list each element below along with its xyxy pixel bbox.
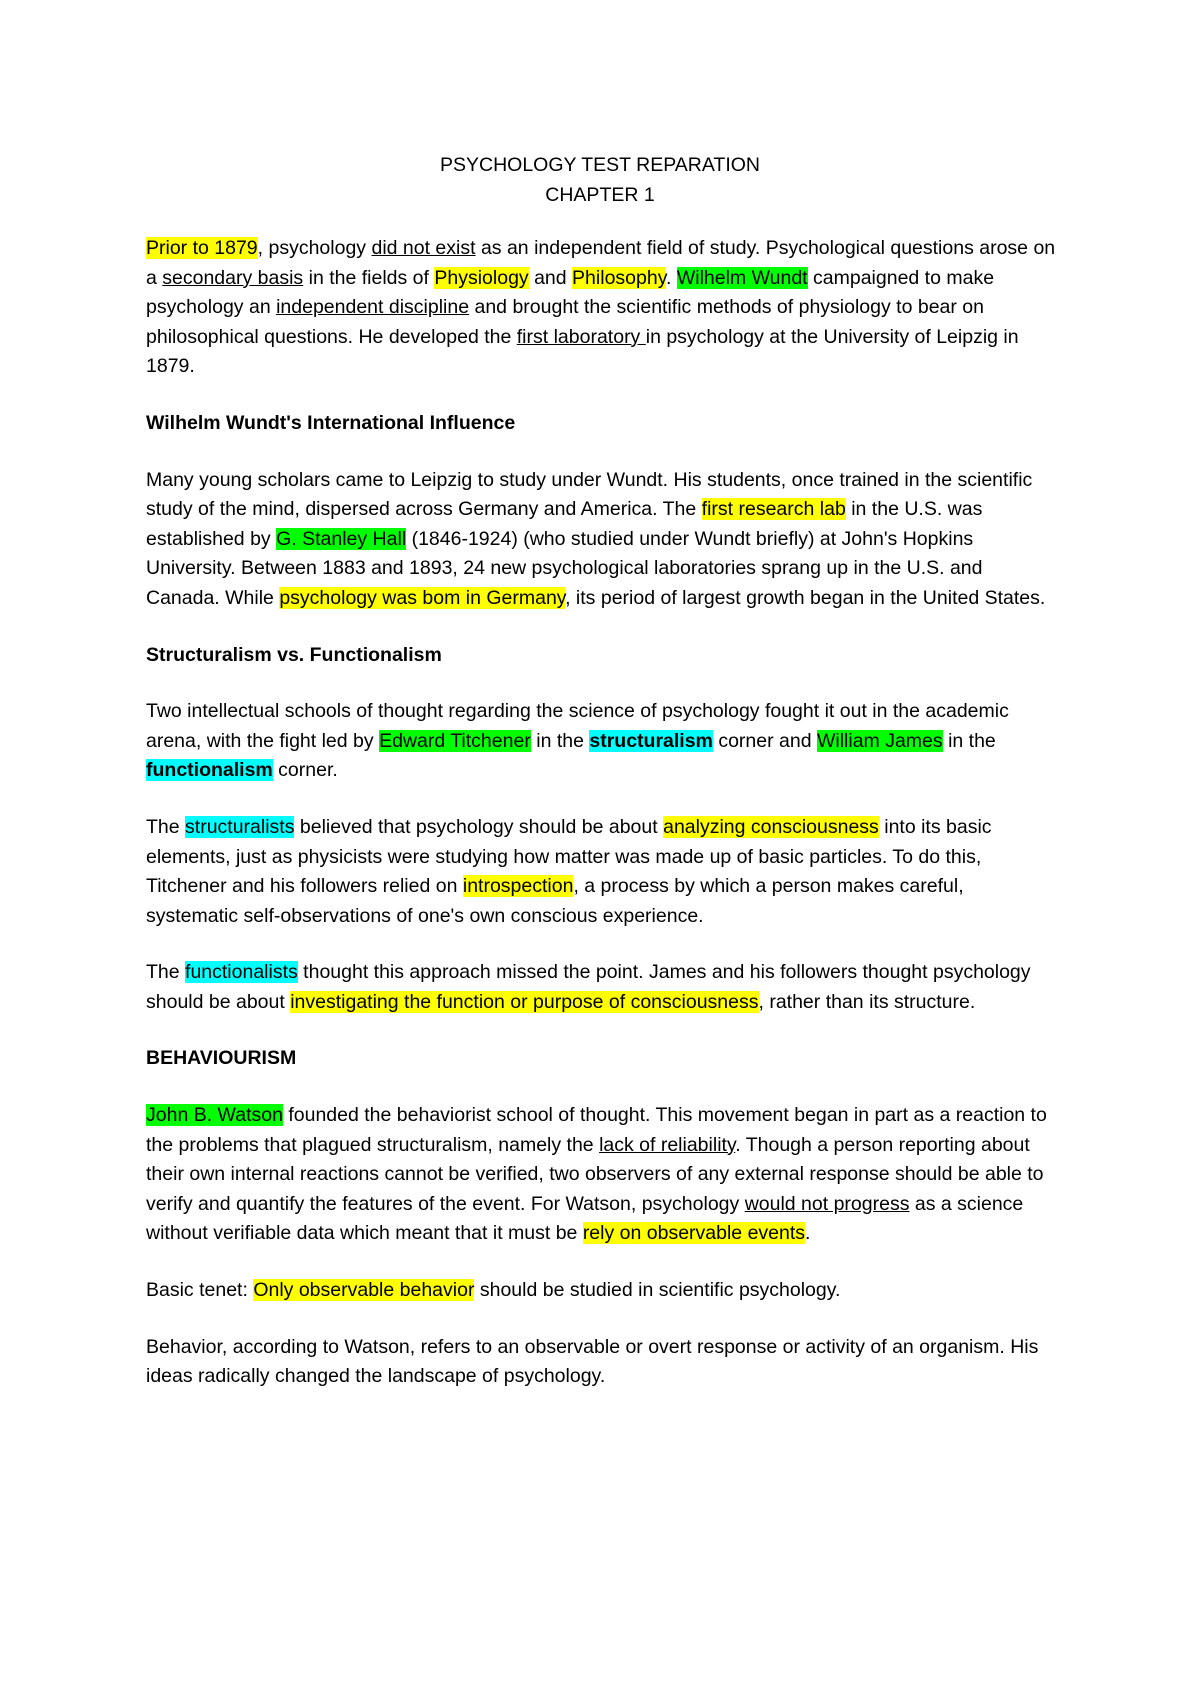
text-run: believed that psychology should be about (294, 815, 664, 838)
text-run: , psychology (257, 237, 372, 259)
text-run: thought this approach missed the point. James and his followers thought psychology should be about (146, 961, 1031, 1013)
text-run: Many young scholars came to Leipzig to study under Wundt. His students, once trained in the scientific study of the mind, dispersed across Germany and America. The (146, 468, 1033, 521)
underlined-text: secondary basis (162, 266, 304, 289)
text-run: The (146, 961, 186, 984)
text-run: . (666, 266, 677, 289)
intro-paragraph (146, 234, 1056, 382)
text-run: as an independent field of study. Psychological questions arose on a (146, 237, 1056, 289)
watson-paragraph (146, 1101, 1056, 1249)
document-body (146, 234, 1056, 1419)
text-run: in the U.S. was established by (146, 498, 983, 550)
wundt-paragraph (146, 466, 1056, 614)
text-run: (1846-1924) (who studied under Wundt briefly) at John's Hopkins University. Between 1883 and 1893, 24 new psychological laboratories sprang up in the U.S. and Canada. While (146, 527, 983, 609)
chapter-heading: CHAPTER 1 (545, 184, 655, 206)
highlight-green: Edward Titchener (379, 729, 531, 752)
title-block (146, 150, 1054, 210)
underlined-text: did not exist (371, 237, 476, 259)
highlight-green: John B. Watson (146, 1104, 283, 1127)
section-heading-behaviourism: BEHAVIOURISM (146, 1047, 297, 1070)
text-run: Two intellectual schools of thought regarding the science of psychology fought it out in the academic arena, with the fight led by (146, 700, 1009, 752)
highlight-yellow: Physiology (434, 266, 529, 289)
text-run: . (805, 1222, 811, 1245)
highlight-yellow: Philosophy (572, 266, 666, 289)
highlight-yellow: investigating the function or purpose of consciousness (290, 990, 759, 1013)
functionalists-paragraph (146, 958, 1056, 1017)
underlined-text: lack of reliability (599, 1133, 736, 1156)
highlight-green: William James (816, 729, 943, 752)
highlight-yellow: Prior to 1879 (146, 237, 258, 259)
text-run: into its basic elements, just as physicists were studying how matter was made up of basic particles. To do this, Titchener and his followers relied on (146, 815, 992, 898)
highlight-green: Wilhelm Wundt (676, 266, 808, 289)
highlight-yellow: first research lab (701, 498, 846, 521)
highlight-yellow: psychology was bom in Germany (279, 586, 566, 609)
section-heading-structuralism: Structuralism vs. Functionalism (146, 643, 442, 666)
text-run: in the (530, 729, 590, 752)
behavior-definition-paragraph (146, 1333, 1056, 1392)
highlight-cyan: functionalism (146, 759, 273, 782)
text-run: in psychology at the University of Leipzig in 1879. (146, 325, 1019, 378)
text-run: should be studied in scientific psychology. (474, 1279, 841, 1302)
text-run: and brought the scientific methods of physiology to bear on philosophical questions. He developed the (146, 296, 984, 348)
text-run: corner. (272, 759, 338, 782)
underlined-text: independent discipline (276, 296, 470, 319)
text-run: , a process by which a person makes careful, systematic self-observations of one's own conscious experience. (146, 875, 964, 927)
structuralists-paragraph (146, 813, 1056, 931)
highlight-yellow: analyzing consciousness (663, 815, 879, 838)
basic-tenet-paragraph (146, 1276, 1056, 1306)
highlight-yellow: rely on observable events (582, 1222, 806, 1245)
highlight-yellow: Only observable behavior (253, 1279, 475, 1302)
schools-paragraph (146, 697, 1056, 786)
text-run: , rather than its structure. (758, 990, 976, 1013)
text-run: and (528, 266, 573, 289)
text-run: founded the behaviorist school of thought. This movement began in part as a reaction to the problems that plagued structuralism, namely the (146, 1104, 1047, 1156)
text-run: campaigned to make psychology an (146, 266, 995, 319)
text-run: in the (942, 729, 996, 752)
highlight-green: G. Stanley Hall (276, 527, 407, 550)
text-run: in the fields of (303, 266, 435, 289)
text-run: corner and (712, 729, 817, 752)
text-run: Basic tenet: (146, 1279, 254, 1302)
text-run: . Though a person reporting about their own internal reactions cannot be verified, two observers of any external response should be able to verify and quantify the features of the event. For Watson, psychology (146, 1133, 1044, 1215)
text-run: The (146, 815, 186, 838)
underlined-text: first laboratory (516, 325, 646, 348)
text-run: Behavior, according to Watson, refers to an observable or overt response or activity of an organism. His ideas radically changed the landscape of psychology. (146, 1335, 1039, 1388)
highlight-cyan: structuralists (185, 815, 295, 838)
highlight-cyan: structuralism (589, 729, 713, 752)
document-title: PSYCHOLOGY TEST REPARATION (439, 154, 761, 176)
section-heading-wundt: Wilhelm Wundt's International Influence (146, 411, 516, 434)
highlight-yellow: introspection (462, 875, 574, 898)
underlined-text: would not progress (744, 1192, 910, 1215)
text-run: as a science without verifiable data which meant that it must be (146, 1192, 1024, 1245)
text-run: , its period of largest growth began in the United States. (565, 586, 1046, 609)
highlight-cyan: functionalists (185, 961, 298, 984)
